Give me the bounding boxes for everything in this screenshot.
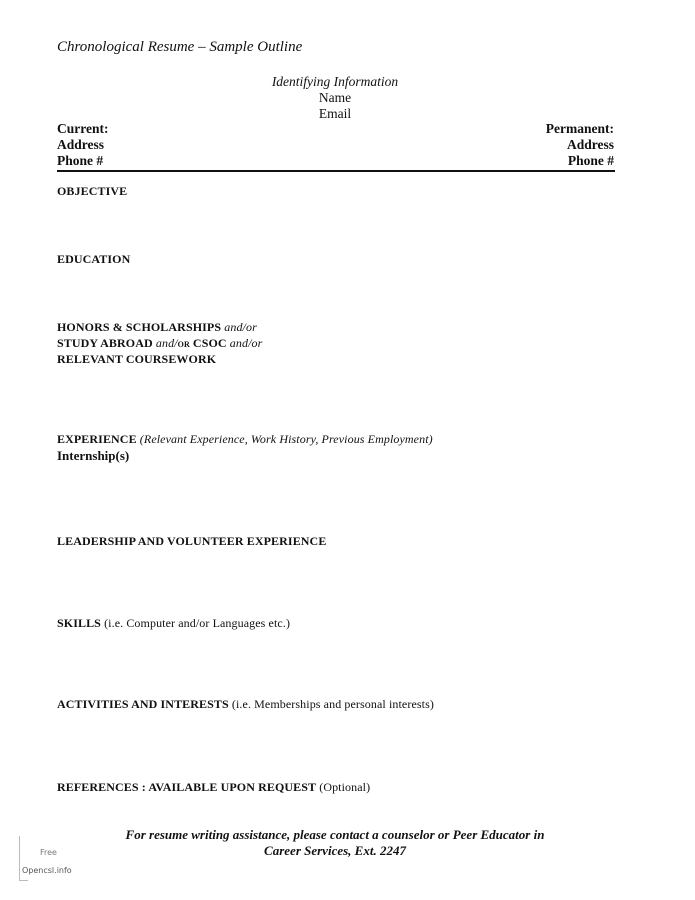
watermark-site: Opencsl.info: [22, 866, 72, 875]
current-address: Address: [57, 137, 105, 152]
permanent-label: Permanent:: [545, 121, 614, 136]
watermark-free: Free: [40, 848, 57, 857]
permanent-address: Address: [566, 137, 614, 152]
experience-label: EXPERIENCE: [57, 432, 137, 446]
email-placeholder: Email: [318, 106, 352, 121]
internships-label: Internship(s): [57, 448, 130, 463]
education-heading: EDUCATION: [57, 252, 131, 266]
objective-heading: OBJECTIVE: [57, 184, 128, 198]
study-abroad-heading: [57, 336, 262, 351]
permanent-phone: Phone #: [567, 153, 614, 168]
footer-line-2: Career Services, Ext. 2247: [264, 843, 406, 858]
references-note: (Optional): [316, 780, 371, 794]
skills-heading: [57, 616, 290, 631]
document-title: Chronological Resume – Sample Outline: [57, 39, 303, 55]
skills-label: SKILLS: [57, 616, 101, 630]
header-divider: [57, 170, 615, 172]
activities-heading: [57, 697, 434, 712]
current-label: Current:: [57, 121, 109, 136]
study-abroad-label: STUDY ABROAD: [57, 336, 153, 350]
honors-heading: [57, 320, 257, 335]
csoc-label: or CSOC: [177, 336, 227, 350]
identifying-information-heading: Identifying Information: [271, 74, 399, 89]
experience-note: (Relevant Experience, Work History, Previous Employment): [136, 432, 433, 446]
experience-heading: [57, 432, 433, 447]
leadership-heading: LEADERSHIP AND VOLUNTEER EXPERIENCE: [57, 534, 327, 548]
footer-line-1: For resume writing assistance, please contact a counselor or Peer Educator in: [125, 827, 545, 842]
activities-note: (i.e. Memberships and personal interests): [228, 697, 434, 711]
current-phone: Phone #: [57, 153, 104, 168]
skills-note: (i.e. Computer and/or Languages etc.): [100, 616, 291, 630]
study-and: and/: [152, 336, 178, 350]
references-heading: [57, 780, 370, 795]
honors-label: HONORS & SCHOLARSHIPS: [57, 320, 222, 334]
name-placeholder: Name: [318, 90, 352, 105]
activities-label: ACTIVITIES AND INTERESTS: [57, 697, 229, 711]
references-label: REFERENCES : AVAILABLE UPON REQUEST: [57, 780, 317, 794]
coursework-heading: RELEVANT COURSEWORK: [57, 352, 217, 366]
study-suffix: and/or: [226, 336, 263, 350]
honors-suffix: and/or: [221, 320, 257, 334]
